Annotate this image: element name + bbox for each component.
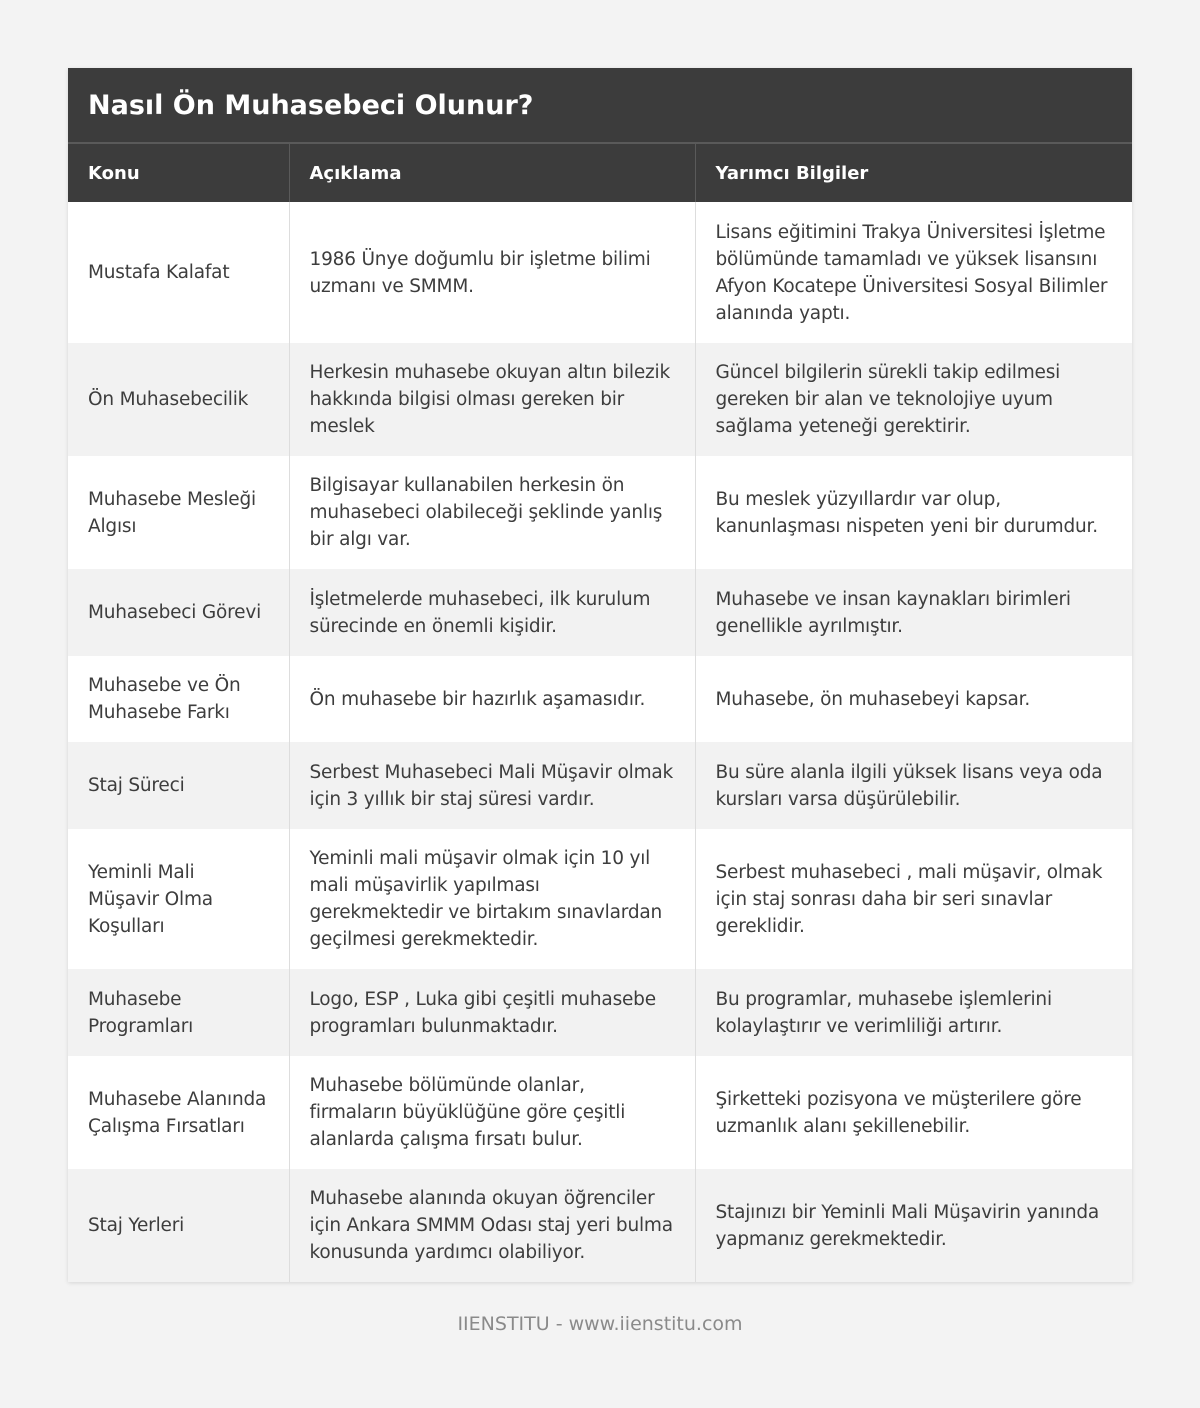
table-row [68, 343, 1132, 456]
cell-aciklama: Bilgisayar kullanabilen herkesin ön muhasebeci olabileceği şeklinde yanlış bir algı var. [289, 456, 695, 569]
table-row [68, 202, 1132, 343]
header-row [68, 144, 1132, 202]
cell-bilgiler: Şirketteki pozisyona ve müşterilere göre uzmanlık alanı şekillenebilir. [695, 1056, 1132, 1169]
cell-aciklama: Yeminli mali müşavir olmak için 10 yıl mali müşavirlik yapılması gerekmektedir ve birtakım sınavlardan geçilmesi gerekmektedir. [289, 829, 695, 969]
table-row [68, 1056, 1132, 1169]
cell-konu: Muhasebeci Görevi [68, 569, 289, 656]
cell-aciklama: Ön muhasebe bir hazırlık aşamasıdır. [289, 656, 695, 742]
table-row [68, 456, 1132, 569]
cell-aciklama: Muhasebe bölümünde olanlar, firmaların büyüklüğüne göre çeşitli alanlarda çalışma fırsatı bulur. [289, 1056, 695, 1169]
table-title: Nasıl Ön Muhasebeci Olunur? [68, 68, 1132, 144]
cell-konu: Staj Süreci [68, 742, 289, 829]
cell-konu: Muhasebe Alanında Çalışma Fırsatları [68, 1056, 289, 1169]
cell-konu: Staj Yerleri [68, 1169, 289, 1282]
cell-bilgiler: Muhasebe, ön muhasebeyi kapsar. [695, 656, 1132, 742]
table-row [68, 656, 1132, 742]
cell-aciklama: Herkesin muhasebe okuyan altın bilezik hakkında bilgisi olması gereken bir meslek [289, 343, 695, 456]
table-row [68, 969, 1132, 1056]
cell-konu: Yeminli Mali Müşavir Olma Koşulları [68, 829, 289, 969]
cell-bilgiler: Bu meslek yüzyıllardır var olup, kanunlaşması nispeten yeni bir durumdur. [695, 456, 1132, 569]
table-row [68, 569, 1132, 656]
cell-aciklama: Muhasebe alanında okuyan öğrenciler için Ankara SMMM Odası staj yeri bulma konusunda yardımcı olabiliyor. [289, 1169, 695, 1282]
cell-bilgiler: Muhasebe ve insan kaynakları birimleri genellikle ayrılmıştır. [695, 569, 1132, 656]
footer-credit: IIENSTITU - www.iienstitu.com [457, 1313, 743, 1335]
cell-bilgiler: Bu programlar, muhasebe işlemlerini kolaylaştırır ve verimliliği artırır. [695, 969, 1132, 1056]
table-row [68, 829, 1132, 969]
column-header-konu: Konu [68, 144, 289, 202]
cell-bilgiler: Serbest muhasebeci , mali müşavir, olmak için staj sonrası daha bir seri sınavlar gereklidir. [695, 829, 1132, 969]
cell-konu: Muhasebe Programları [68, 969, 289, 1056]
cell-konu: Ön Muhasebecilik [68, 343, 289, 456]
cell-aciklama: Logo, ESP , Luka gibi çeşitli muhasebe programları bulunmaktadır. [289, 969, 695, 1056]
cell-bilgiler: Bu süre alanla ilgili yüksek lisans veya oda kursları varsa düşürülebilir. [695, 742, 1132, 829]
cell-bilgiler: Stajınızı bir Yeminli Mali Müşavirin yanında yapmanız gerekmektedir. [695, 1169, 1132, 1282]
cell-konu: Muhasebe ve Ön Muhasebe Farkı [68, 656, 289, 742]
cell-aciklama: İşletmelerde muhasebeci, ilk kurulum sürecinde en önemli kişidir. [289, 569, 695, 656]
cell-aciklama: Serbest Muhasebeci Mali Müşavir olmak için 3 yıllık bir staj süresi vardır. [289, 742, 695, 829]
cell-aciklama: 1986 Ünye doğumlu bir işletme bilimi uzmanı ve SMMM. [289, 202, 695, 343]
cell-bilgiler: Lisans eğitimini Trakya Üniversitesi İşletme bölümünde tamamladı ve yüksek lisansını Afyon Kocatepe Üniversitesi Sosyal Bilimler alanında yaptı. [695, 202, 1132, 343]
info-table-card [68, 68, 1132, 1282]
column-header-aciklama: Açıklama [289, 144, 695, 202]
cell-konu: Muhasebe Mesleği Algısı [68, 456, 289, 569]
cell-bilgiler: Güncel bilgilerin sürekli takip edilmesi gereken bir alan ve teknolojiye uyum sağlama yeteneği gerektirir. [695, 343, 1132, 456]
table-row [68, 742, 1132, 829]
table-row [68, 1169, 1132, 1282]
cell-konu: Mustafa Kalafat [68, 202, 289, 343]
column-header-yardimci-bilgiler: Yarımcı Bilgiler [695, 144, 1132, 202]
info-table [68, 144, 1132, 1282]
